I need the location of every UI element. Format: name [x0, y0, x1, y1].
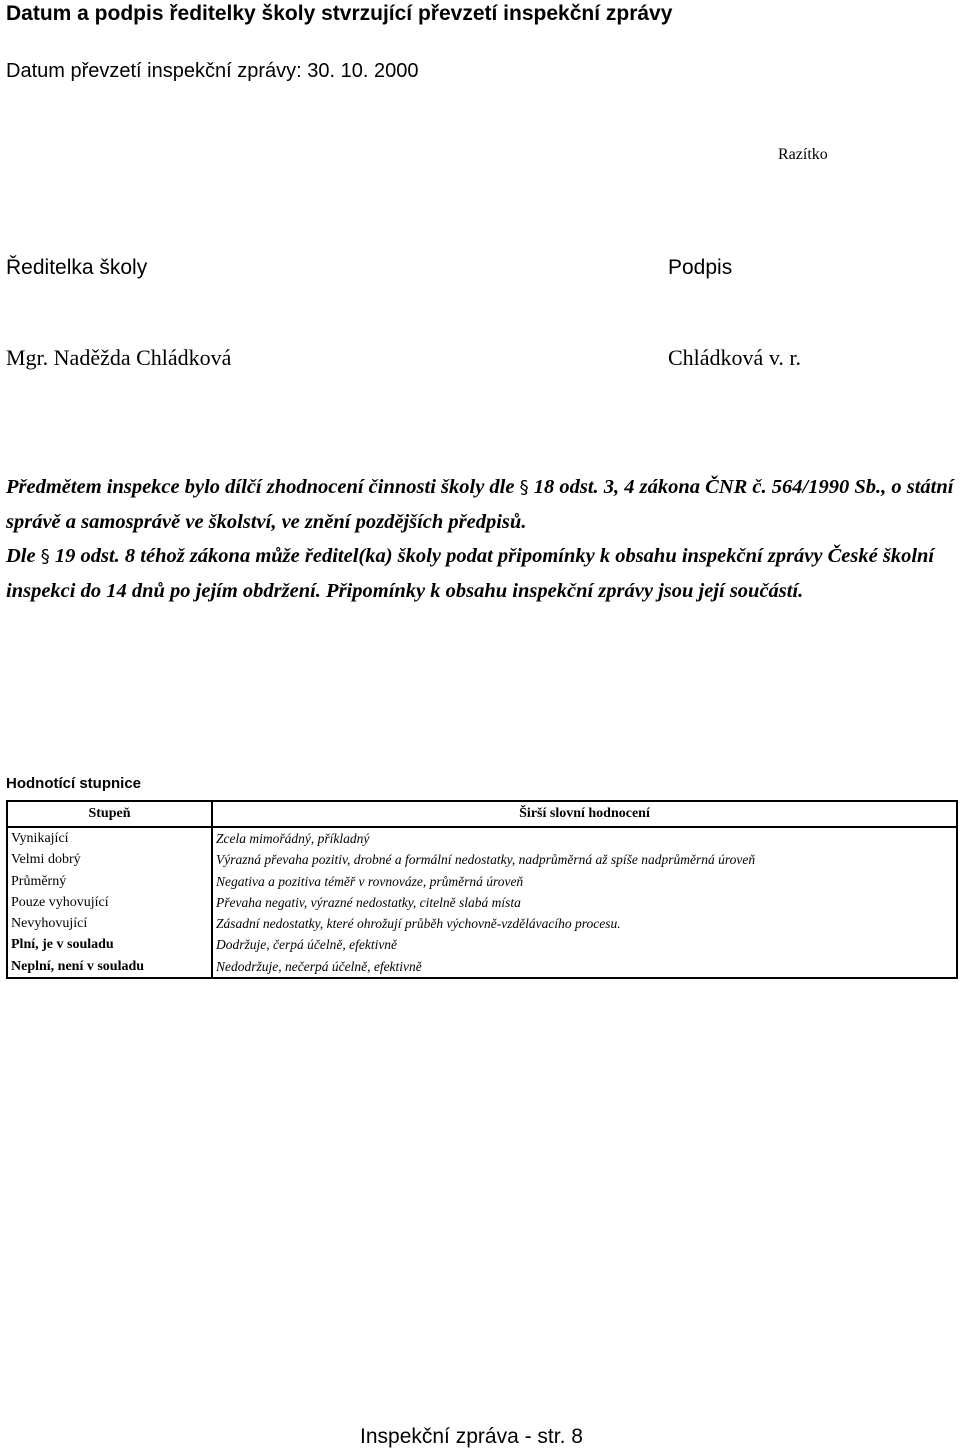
grade-cell: Nevyhovující — [7, 913, 212, 934]
rating-scale-table — [6, 800, 958, 979]
column-header-description: Širší slovní hodnocení — [212, 801, 957, 827]
page-footer: Inspekční zpráva - str. 8 — [360, 1425, 583, 1448]
table-row — [7, 913, 957, 934]
legal-paragraph-2: Dle § 19 odst. 8 téhož zákona může ředitel(ka) školy podat připomínky k obsahu inspekční zprávy České školní inspekci do 14 dnů po jejím obdržení. Připomínky k obsahu inspekční zprávy jsou její součástí. — [6, 545, 935, 602]
signature-value: Chládková v. r. — [668, 345, 801, 370]
legal-paragraph-1: Předmětem inspekce bylo dílčí zhodnocení činnosti školy dle § 18 odst. 3, 4 zákona ČNR č. 564/1990 Sb., o státní správě a samosprávě ve školství, ve znění pozdějších předpisů. — [6, 476, 954, 533]
table-row — [7, 827, 957, 849]
grade-cell: Vynikající — [7, 827, 212, 849]
grade-cell: Velmi dobrý — [7, 849, 212, 870]
description-cell: Zcela mimořádný, příkladný — [212, 827, 957, 849]
table-row — [7, 892, 957, 913]
table-row — [7, 849, 957, 870]
grade-cell: Průměrný — [7, 871, 212, 892]
stamp-label: Razítko — [778, 146, 828, 163]
document-heading: Datum a podpis ředitelky školy stvrzující převzetí inspekční zprávy — [6, 2, 673, 25]
section-sign-icon: § — [40, 546, 50, 567]
description-cell: Dodržuje, čerpá účelně, efektivně — [212, 934, 957, 955]
legal-note — [6, 470, 958, 608]
table-row — [7, 871, 957, 892]
grade-cell: Neplní, není v souladu — [7, 956, 212, 978]
grade-cell: Pouze vyhovující — [7, 892, 212, 913]
signature-title: Podpis — [668, 256, 733, 279]
table-row — [7, 956, 957, 978]
grade-cell: Plní, je v souladu — [7, 934, 212, 955]
table-row — [7, 934, 957, 955]
scale-caption: Hodnotící stupnice — [6, 775, 141, 792]
director-title: Ředitelka školy — [6, 256, 148, 279]
description-cell: Nedodržuje, nečerpá účelně, efektivně — [212, 956, 957, 978]
description-cell: Negativa a pozitiva téměř v rovnováze, průměrná úroveň — [212, 871, 957, 892]
description-cell: Převaha negativ, výrazné nedostatky, citelně slabá místa — [212, 892, 957, 913]
column-header-grade: Stupeň — [7, 801, 212, 827]
section-sign-icon: § — [519, 477, 529, 498]
description-cell: Zásadní nedostatky, které ohrožují průběh výchovně-vzdělávacího procesu. — [212, 913, 957, 934]
table-header-row — [7, 801, 957, 827]
director-name: Mgr. Naděžda Chládková — [6, 345, 232, 370]
description-cell: Výrazná převaha pozitiv, drobné a formální nedostatky, nadprůměrná až spíše nadprůměrná úroveň — [212, 849, 957, 870]
takeover-date: Datum převzetí inspekční zprávy: 30. 10. 2000 — [6, 60, 419, 82]
